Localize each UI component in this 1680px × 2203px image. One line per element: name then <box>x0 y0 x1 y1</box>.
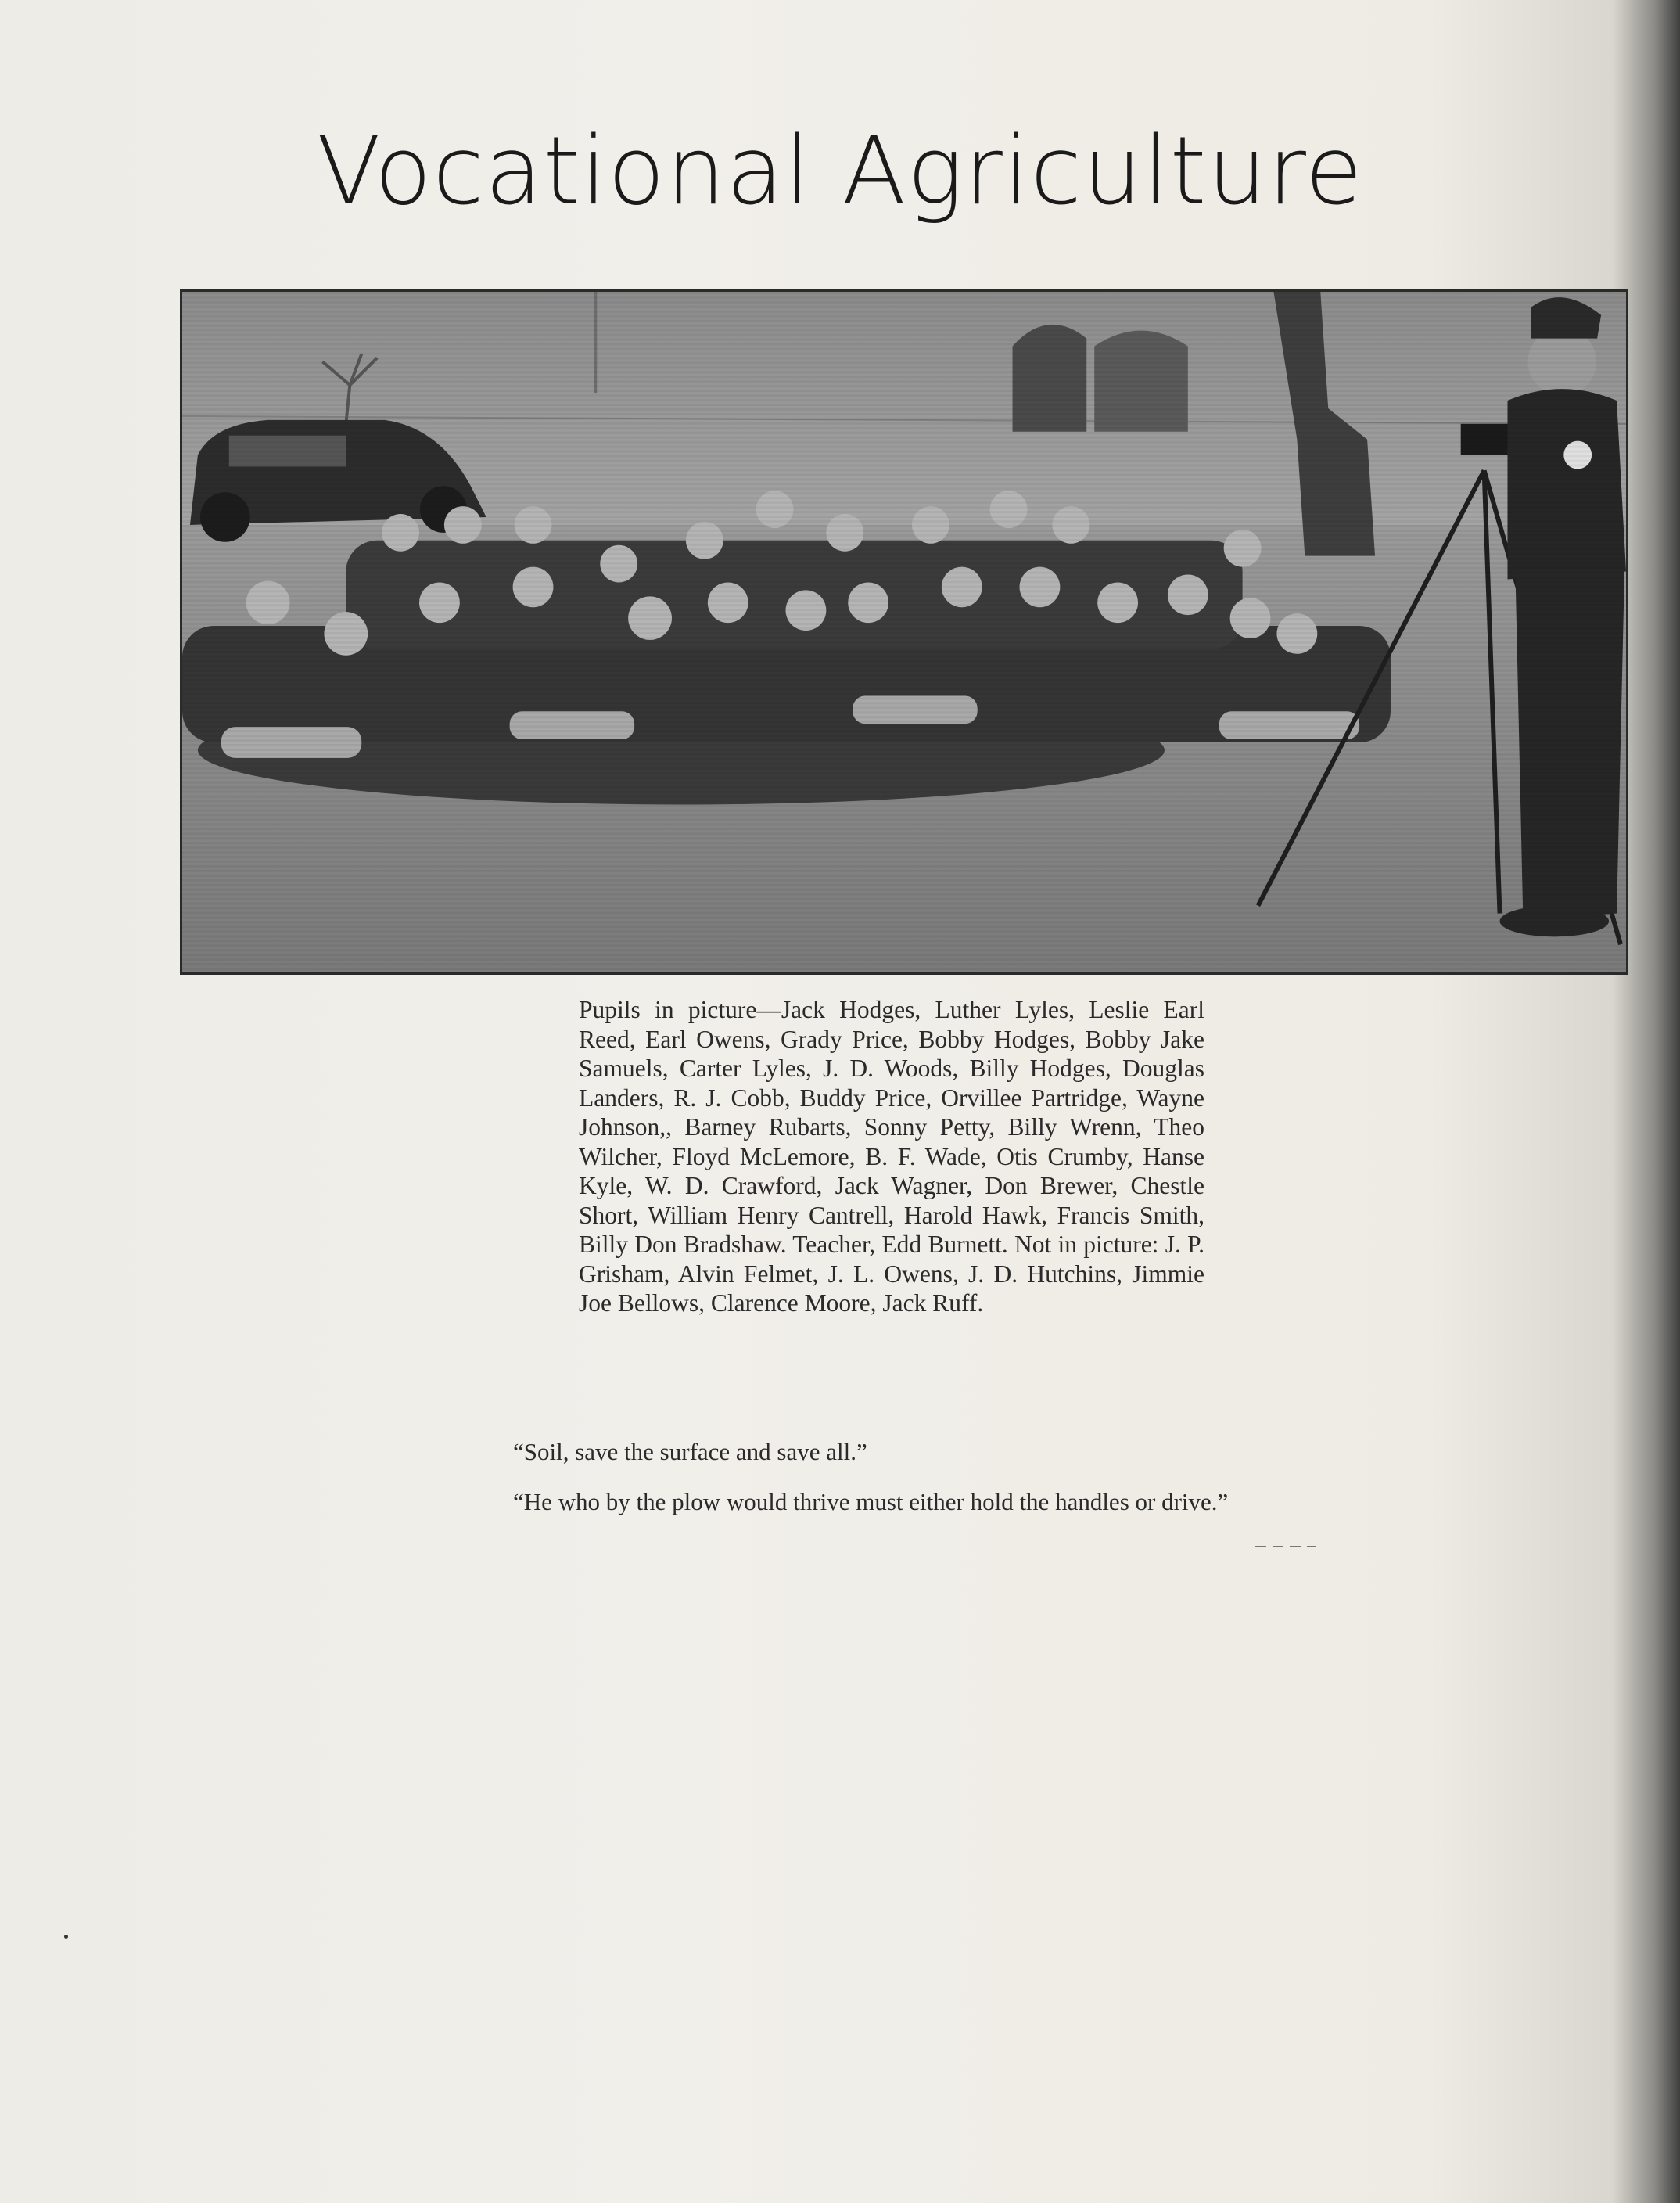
quote-plow: “He who by the plow would thrive must either hold the handles or drive.” <box>513 1488 1229 1515</box>
group-photo-image <box>182 292 1626 972</box>
stray-dot <box>64 1935 68 1939</box>
stray-pencil-mark <box>1255 1546 1316 1547</box>
quote-soil: “Soil, save the surface and save all.” <box>513 1438 867 1465</box>
photo-caption: Pupils in picture—Jack Hodges, Luther Lyles, Leslie Earl Reed, Earl Owens, Grady Price, Bobby Hodges, Bobby Jake Samuels, Carter Lyles, J. D. Woods, Billy Hodges, Douglas Landers, R. J. Cobb, Buddy Price, Orvillee Partridge, Wayne Johnson,, Barney Rubarts, Sonny Petty, Billy Wrenn, Theo Wilcher, Floyd McLemore, B. F. Wade, Otis Crumby, Hanse Kyle, W. D. Crawford, Jack Wagner, Don Brewer, Chestle Short, William Henry Cantrell, Harold Hawk, Francis Smith, Billy Don Bradshaw. Teacher, Edd Burnett. Not in picture: J. P. Grisham, Alvin Felmet, J. L. Owens, J. D. Hutchins, Jimmie Joe Bellows, Clarence Moore, Jack Ruff. <box>579 996 1204 1317</box>
page-title: Vocational Agriculture <box>316 117 1364 226</box>
group-photo <box>180 289 1628 975</box>
